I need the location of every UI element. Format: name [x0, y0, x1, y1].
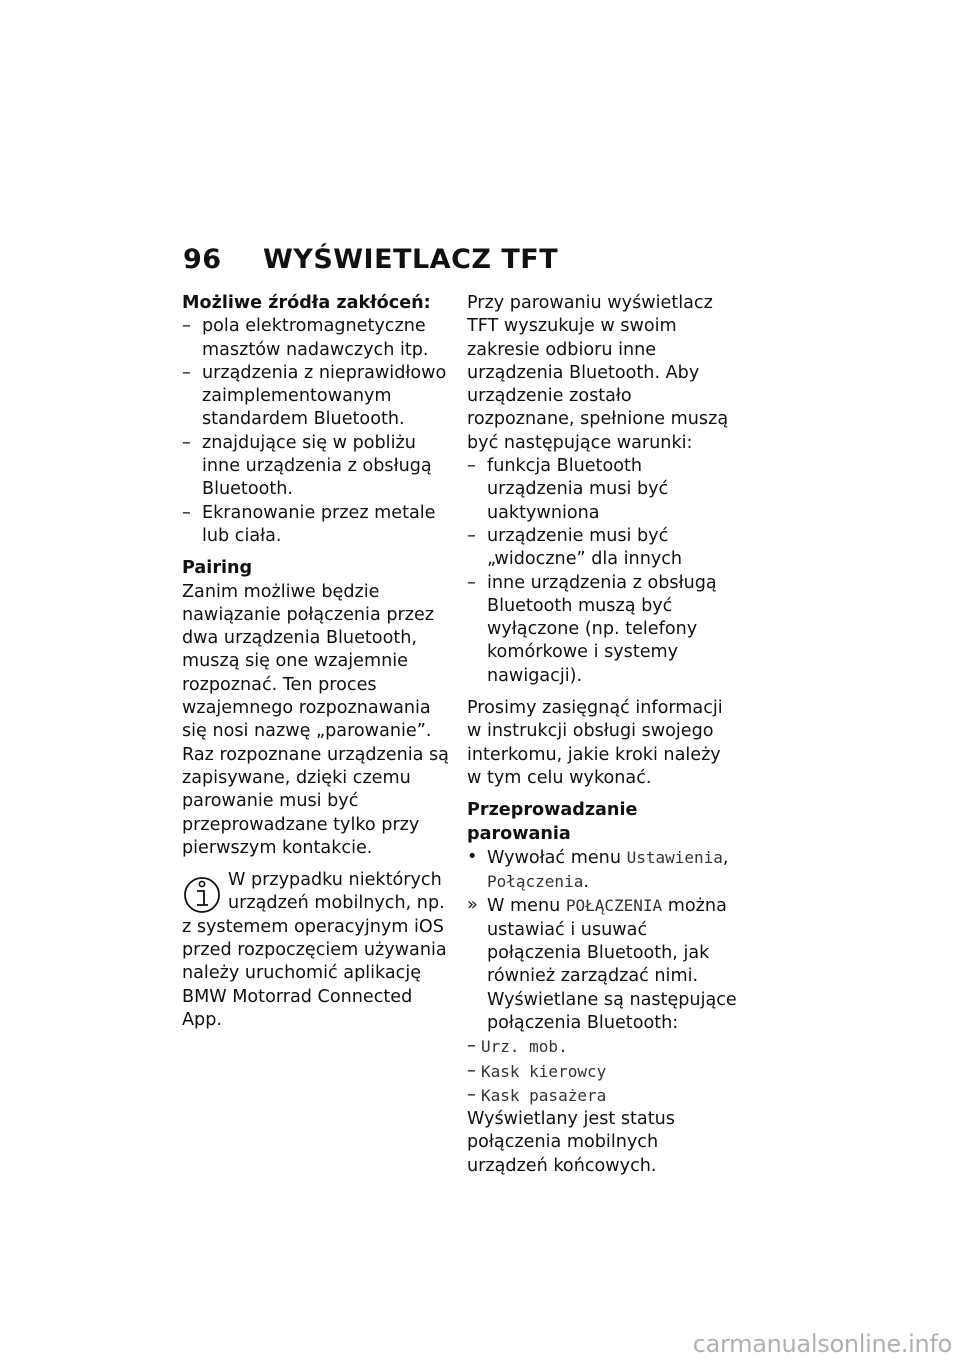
- menu-ustawienia: Ustawienia: [626, 847, 723, 867]
- intercom-note: Prosimy zasięgnąć informacji w instrukcji obsługi swojego interkomu, jakie kroki należy w tym celu wykonać.: [467, 698, 723, 788]
- list-item: – inne urządzenia z obsługą Bluetooth muszą być wyłączone (np. telefony komórkowe i systemy nawigacji).: [467, 572, 717, 686]
- step-item: • Wywołać menu Ustawienia, Połączenia.: [467, 846, 729, 893]
- heading-pairing: Pairing: [182, 558, 253, 579]
- bullet-icon: •: [467, 846, 478, 867]
- left-column: [182, 292, 450, 1032]
- status-paragraph: Wyświetlany jest status połączenia mobilnych urządzeń końcowych.: [467, 1109, 675, 1176]
- page-header: [183, 244, 558, 275]
- info-icon: [182, 871, 222, 915]
- right-column: [467, 292, 737, 1178]
- menu-polaczenia-caps: POŁĄCZENIA: [565, 896, 663, 916]
- info-note-text: W przypadku niektórych urządzeń mobilnych, np. z systemem operacyjnym iOS przed rozpoczęciem używania należy uruchomić aplikację BMW Motorrad Connected App.: [182, 870, 447, 1030]
- pairing-intro: Przy parowaniu wyświetlacz TFT wyszukuje w swoim zakresie odbioru inne urządzenia Bluetooth. Aby urządzenie zostało rozpoznane, spełnione muszą być następujące warunki:: [467, 293, 729, 453]
- page-number: 96: [183, 244, 222, 275]
- result-icon: »: [467, 895, 478, 916]
- page-title: WYŚWIETLACZ TFT: [263, 244, 559, 275]
- heading-interference: Możliwe źródła zakłóceń:: [182, 293, 431, 313]
- info-note: [182, 869, 450, 1032]
- list-item: – Ekranowanie przez metale lub ciała.: [182, 502, 436, 546]
- list-item: – funkcja Bluetooth urządzenia musi być uaktywniona: [467, 456, 669, 523]
- connection-item: – Kask pasażera: [467, 1084, 607, 1105]
- menu-polaczenia: Połączenia: [487, 872, 584, 892]
- list-item: – pola elektromagnetyczne masztów nadawczych itp.: [182, 316, 429, 360]
- list-item: – urządzenie musi być „widoczne” dla innych: [467, 525, 683, 570]
- result-item: » W menu POŁĄCZENIA można ustawiać i usuwać połączenia Bluetooth, jak również zarządzać nimi. Wyświetlane są następujące połączenia Bluetooth:: [467, 895, 737, 1033]
- connection-item: – Kask kierowcy: [467, 1060, 607, 1081]
- watermark: carmanualsonline.info: [692, 1330, 952, 1358]
- connection-item: – Urz. mob.: [467, 1036, 568, 1057]
- list-item: – znajdujące się w pobliżu inne urządzenia z obsługą Bluetooth.: [182, 432, 432, 500]
- list-item: – urządzenia z nieprawidłowo zaimplementowanym standardem Bluetooth.: [182, 362, 447, 430]
- heading-perform-pairing: Przeprowadzanie parowania: [467, 800, 638, 844]
- pairing-paragraph: Zanim możliwe będzie nawiązanie połączenia przez dwa urządzenia Bluetooth, muszą się one wzajemnie rozpoznać. Ten proces wzajemnego rozpoznawania się nosi nazwę „parowanie”. Raz rozpoznane urządzenia są zapisywane, dzięki czemu parowanie musi być przeprowadzane tylko przy pierwszym kontakcie.: [182, 581, 449, 858]
